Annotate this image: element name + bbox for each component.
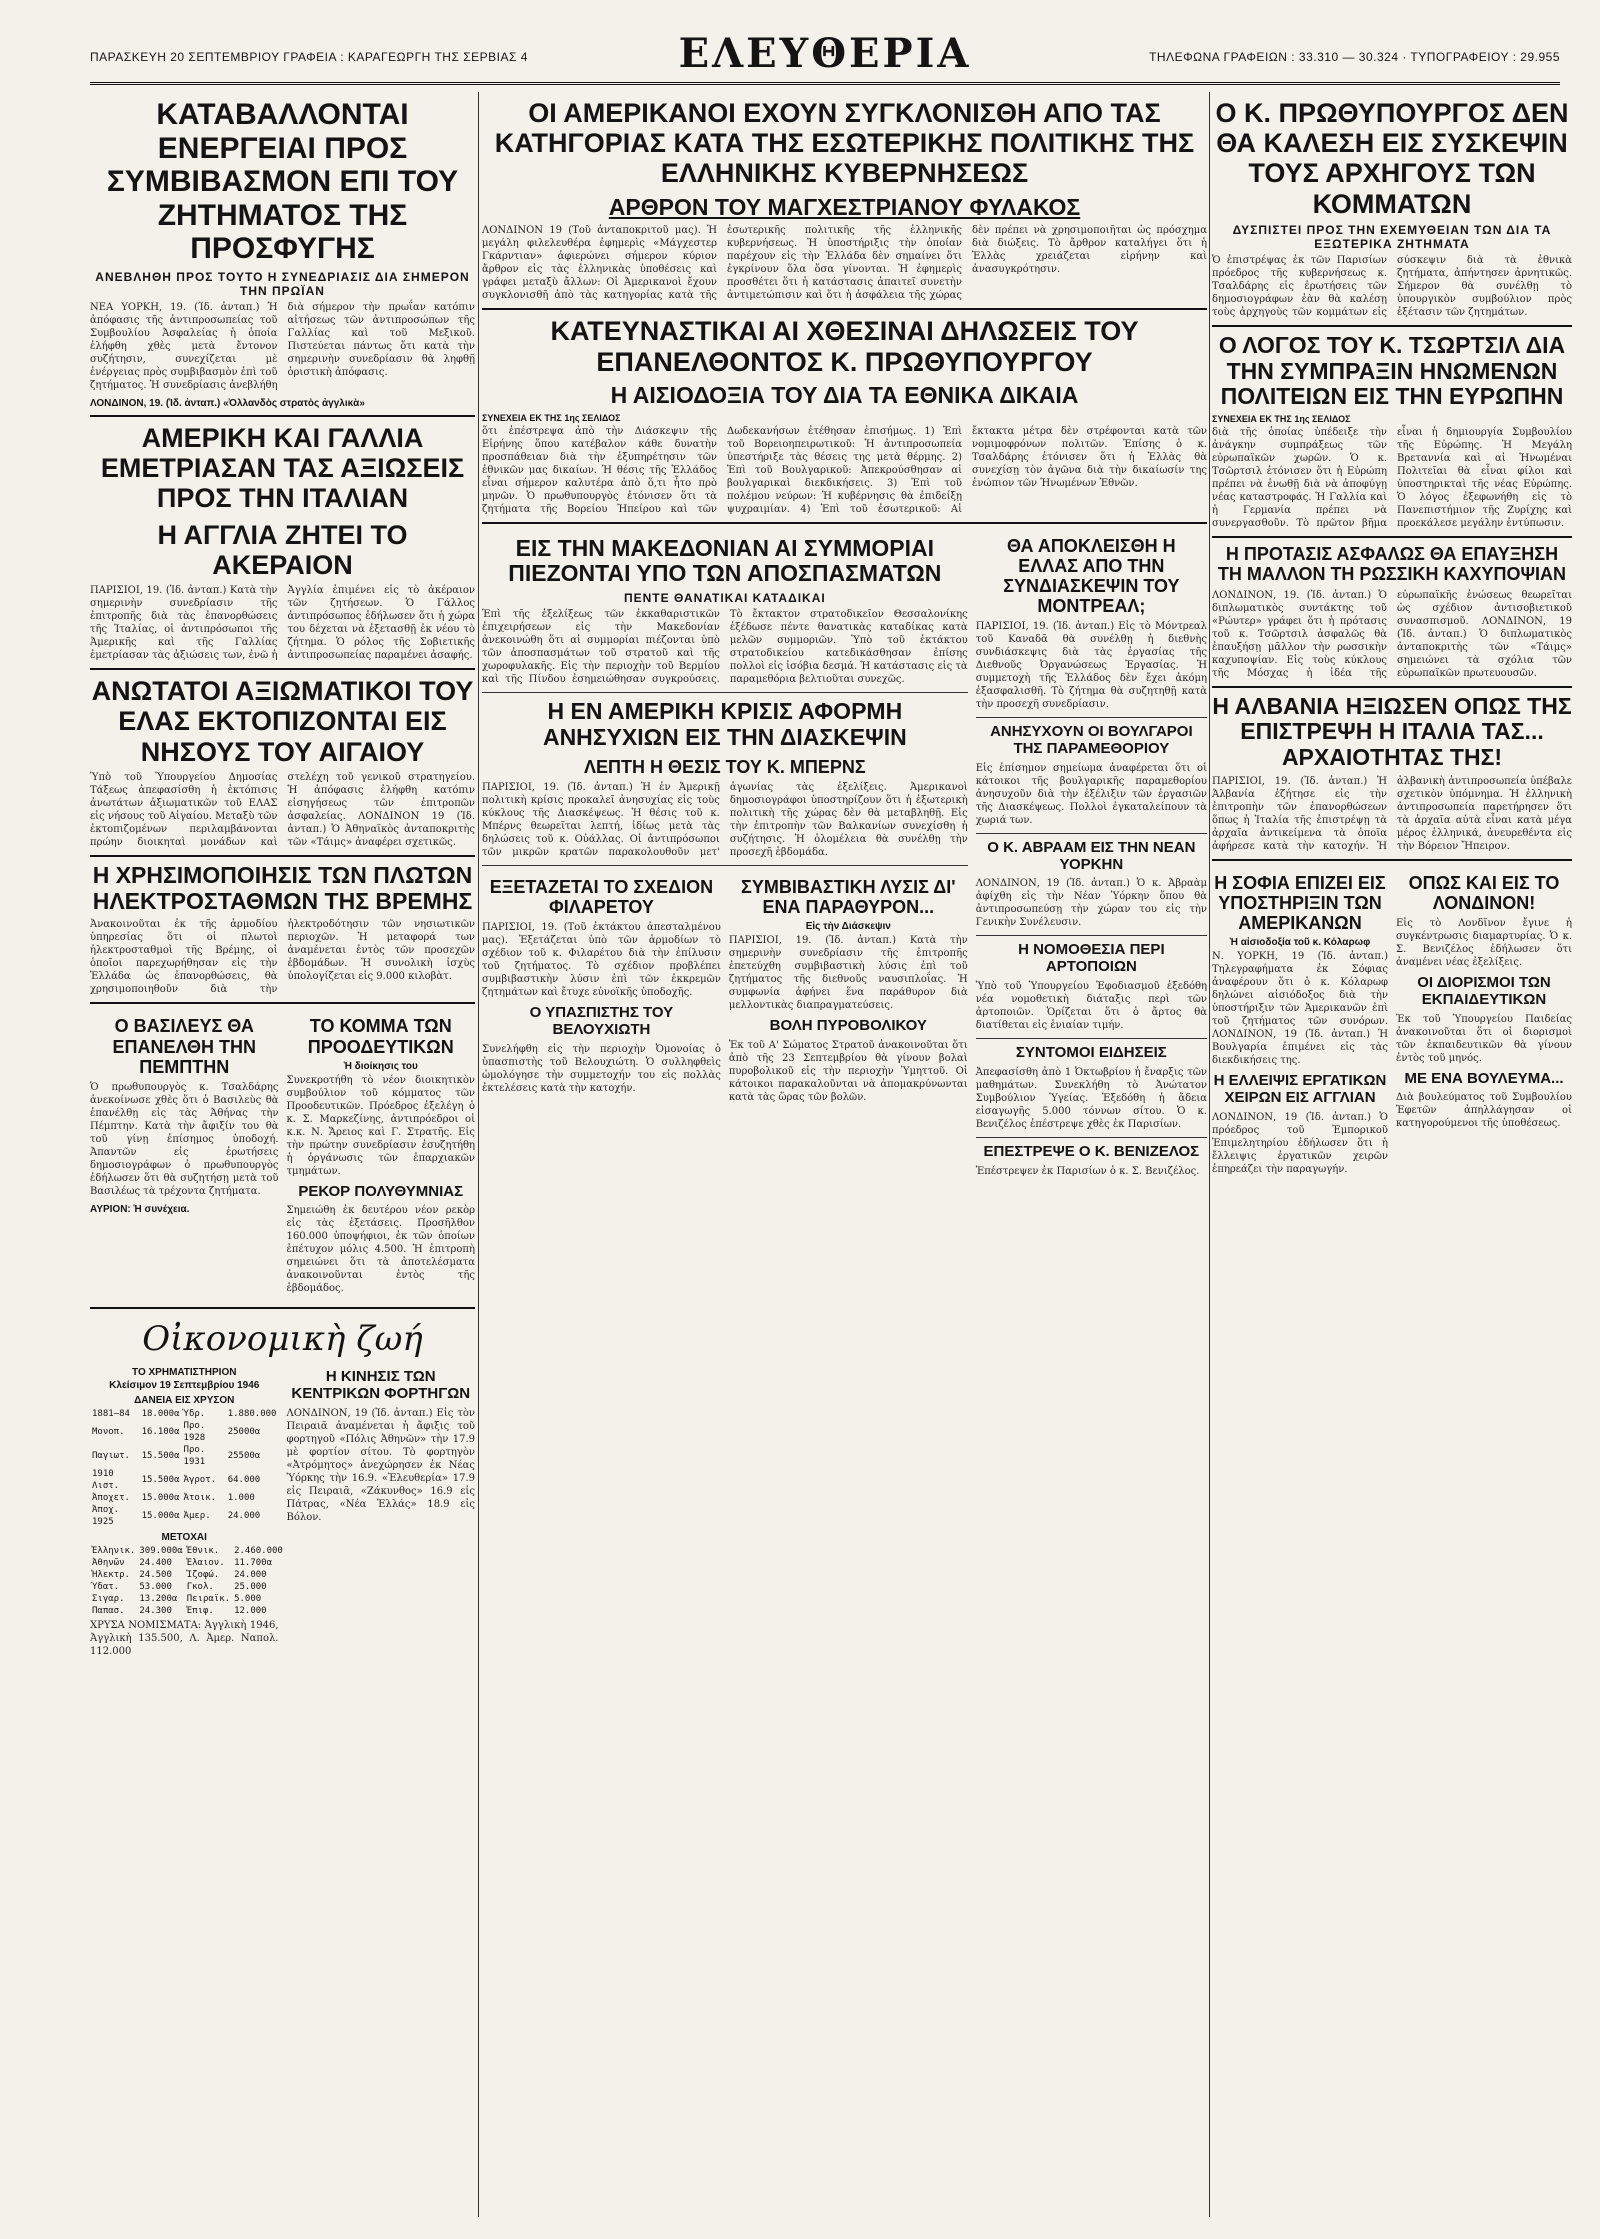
headline: Η ΕΝ ΑΜΕΡΙΚΗ ΚΡΙΣΙΣ ΑΦΟΡΜΗ ΑΝΗΣΥΧΙΩΝ ΕΙΣ ΤΗΝ ΔΙΑΣΚΕΨΙΝ	[542, 698, 907, 750]
subheadline: ΑΡΘΡΟΝ ΤΟΥ ΜΑΓΧΕΣΤΡΙΑΝΟΥ ΦΥΛΑΚΟΣ	[608, 193, 1081, 220]
table-cell: Ἀθηνῶν	[92, 1558, 125, 1569]
table-cell: 12.000	[234, 1606, 267, 1617]
dateline: ΛΟΝΔΙΝΟΝ, 19. (Ἰδ. ἀνταπ.) «Ὀλλανδὸς στρατὸς ἀγγλικὰ»	[90, 397, 365, 409]
article-body: Ἐκ τοῦ Ὑπουργείου Παιδείας ἀνακοινοῦται ὅτι οἱ διορισμοὶ τῶν ἐκπαιδευτικῶν θὰ γίνουν ἐντὸς τοῦ μηνός.	[1396, 1013, 1572, 1064]
kicker: Ἡ διοίκησις του	[343, 1060, 418, 1072]
column-rule	[478, 92, 479, 2217]
subheadline: ΑΝΕΒΛΗΘΗ ΠΡΟΣ ΤΟΥΤΟ Η ΣΥΝΕΔΡΙΑΣΙΣ ΔΙΑ ΣΗΜΕΡΟΝ ΤΗΝ ΠΡΩΪΑΝ	[95, 269, 470, 298]
table-cell: Ὑδρ.	[183, 1409, 206, 1420]
headline: ΟΙ ΑΜΕΡΙΚΑΝΟΙ ΕΧΟΥΝ ΣΥΓΚΛΟΝΙΣΘΗ ΑΠΟ ΤΑΣ ΚΑΤΗΓΟΡΙΑΣ ΚΑΤΑ ΤΗΣ ΕΣΩΤΕΡΙΚΗΣ ΠΟΛΙΤΙΚΗΣ ΤΗΣ ΕΛΛΗΝΙΚΗΣ ΚΥΒΕΡΝΗΣΕΩΣ	[494, 98, 1195, 189]
dateline: ΑΥΡΙΟΝ: Ἡ συνέχεια.	[90, 1203, 190, 1215]
divider	[976, 935, 1207, 936]
table-cell: 1910 Λιστ.	[92, 1469, 120, 1492]
table-cell: 24.400	[139, 1558, 172, 1569]
article-body: διὰ τῆς ὁποίας ὑπέδειξε τὴν ἀνάγκην συμπράξεως τῶν εὐρωπαϊκῶν χωρῶν. Ὁ κ. Τσῶρτσιλ ἐτόνισεν ὅτι ἡ Εὐρώπη πρέπει νὰ ἑνωθῇ διὰ νὰ ἀποφύγῃ νέας καταστροφάς. Ἡ Γαλλία καὶ ἡ Γερμανία πρέπει νὰ συνεργασθοῦν. Τὸ πρῶτον βῆμα εἶναι ἡ δημιουργία Συμβουλίου τῆς Εὐρώπης. Ἡ Μεγάλη Βρεταννία καὶ αἱ Ἡνωμέναι Πολιτεῖαι θὰ εἶναι φίλοι καὶ ὑποστηρικταὶ τῆς νέας Εὐρώπης. Ὁ λόγος ἐξεφωνήθη εἰς τὸ Πανεπιστήμιον τῆς Ζυρίχης καὶ προεκάλεσε μεγάλην ἐντύπωσιν.	[1212, 427, 1572, 530]
subheadline: Η ΑΙΣΙΟΔΟΞΙΑ ΤΟΥ ΔΙΑ ΤΑ ΕΘΝΙΚΑ ΔΙΚΑΙΑ	[610, 381, 1079, 408]
headline: Η ΑΓΓΛΙΑ ΖΗΤΕΙ ΤΟ ΑΚΕΡΑΙΟΝ	[157, 519, 408, 580]
table-row	[90, 1420, 279, 1444]
continuation-note: ΣΥΝΕΧΕΙΑ ΕΚ ΤΗΣ 1ης ΣΕΛΙΔΟΣ	[482, 412, 621, 423]
divider	[976, 1137, 1207, 1138]
table-row	[90, 1581, 285, 1593]
article-body: Εἰς ἐπίσημον σημείωμα ἀναφέρεται ὅτι οἱ κάτοικοι τῆς βουλγαρικῆς παραμεθορίου ἀνησυχοῦν διὰ τὴν ἐξέλιξιν τῶν ἐργασιῶν τῆς Διασκέψεως. Πολλοὶ ἐγκαταλείπουν τὰ χωριά των.	[975, 762, 1207, 826]
market-date: Κλείσιμον 19 Σεπτεμβρίου 1946	[109, 1380, 260, 1392]
divider	[90, 1002, 475, 1004]
table-row	[90, 1492, 279, 1504]
divider	[1212, 325, 1572, 327]
article-body: Ἀνακοινοῦται ἐκ τῆς ἁρμοδίου ὑπηρεσίας ὅτι οἱ πλωτοὶ ἠλεκτροσταθμοὶ τῆς Βρέμης, οἱ ὁποῖοι παρεχωρήθησαν εἰς τὴν Ἑλλάδα ὡς ἐπανορθώσεις, θὰ χρησιμοποιηθοῦν διὰ τὴν ἠλεκτροδότησιν τῶν νησιωτικῶν περιοχῶν. Ἡ μεταφορά των ἀναμένεται ἐντὸς τῶν προσεχῶν ἑβδομάδων. Ἡ συνολικὴ ἰσχὺς ὑπολογίζεται εἰς 9.000 κιλοβὰτ.	[90, 919, 475, 996]
headline: Ο ΥΠΑΣΠΙΣΤΗΣ ΤΟΥ ΒΕΛΟΥΧΙΩΤΗ	[529, 1004, 674, 1038]
article-body: Συνεκροτήθη τὸ νέον διοικητικὸν συμβούλιον τοῦ κόμματος τῶν Προοδευτικῶν. Πρόεδρος ἐξελέγη ὁ κ. Σ. Μαρκεζίνης, ἀντιπρόεδροι οἱ κ.κ. Ν. Ἄρειος καὶ Γ. Στρατῆς. Εἰς τὴν πρώτην συνεδρίασιν ἐσυζητήθη ἡ ὀργάνωσις τῶν ἐπαρχιακῶν τμημάτων.	[286, 1074, 475, 1177]
headline: ΣΥΝΤΟΜΟΙ ΕΙΔΗΣΕΙΣ	[1015, 1044, 1167, 1062]
table-row	[90, 1557, 285, 1569]
econ-shipping	[287, 1363, 476, 1664]
divider	[482, 692, 968, 693]
table-cell: Ἰζοφώ.	[186, 1570, 220, 1581]
article-filaretos	[482, 871, 721, 1110]
article-body: Ὑπὸ τοῦ Ὑπουργείου Δημοσίας Τάξεως ἀπεφασίσθη ἡ ἐκτόπισις ἀνωτάτων ἀξιωματικῶν τοῦ ΕΛΑΣ εἰς νήσους τοῦ Αἰγαίου. Μεταξὺ τῶν ἐκτοπιζομένων περιλαμβάνονται πρώην διοικηταὶ μονάδων καὶ στελέχη τοῦ γενικοῦ στρατηγείου. Ἡ ἀπόφασις ἐλήφθη κατόπιν εἰσηγήσεως τῶν ἐπιτροπῶν ἀσφαλείας. ΛΟΝΔΙΝΟΝ 19 (Ἰδ. ἀνταπ.) Ὁ Ἀθηναϊκὸς ἀνταποκριτὴς τῶν «Τάιμς» ἀναφέρει σχετικῶς.	[90, 771, 475, 848]
headline: Ο Κ. ΠΡΩΘΥΠΟΥΡΓΟΣ ΔΕΝ ΘΑ ΚΑΛΕΣΗ ΕΙΣ ΣΥΣΚΕΨΙΝ ΤΟΥΣ ΑΡΧΗΓΟΥΣ ΤΩΝ ΚΟΜΜΑΤΩΝ	[1215, 98, 1569, 219]
article-body: Ὁ ἐπιστρέψας ἐκ τῶν Παρισίων πρόεδρος τῆς κυβερνήσεως κ. Τσαλδάρης εἰς ἐρωτήσεις τῶν δημοσιογράφων ἐὰν θὰ καλέσῃ τοὺς ἀρχηγοὺς τῶν κομμάτων εἰς σύσκεψιν διὰ τὰ ἐθνικὰ ζητήματα, ἀπήντησεν ἀρνητικῶς. Σήμερον θὰ συνέλθῃ τὸ ὑπουργικὸν συμβούλιον πρὸς ἐξέτασιν τῶν ζητημάτων.	[1212, 254, 1572, 318]
divider	[1212, 536, 1572, 538]
column-center	[482, 92, 1207, 2222]
article-london	[1396, 867, 1572, 1182]
divider	[482, 522, 1207, 524]
table-cell: Παγιωτ.	[92, 1451, 130, 1462]
headline: Η ΣΟΦΙΑ ΕΠΙΖΕΙ ΕΙΣ ΥΠΟΣΤΗΡΙΞΙΝ ΤΩΝ ΑΜΕΡΙΚΑΝΩΝ	[1214, 872, 1386, 934]
econ-row	[90, 1363, 475, 1664]
headline: ΕΞΕΤΑΖΕΤΑΙ ΤΟ ΣΧΕΔΙΟΝ ΦΙΛΑΡΕΤΟΥ	[489, 876, 714, 917]
table-cell: Ἠλεκτρ.	[92, 1570, 130, 1581]
masthead-phones: ΤΗΛΕΦΩΝΑ ΓΡΑΦΕΙΩΝ : 33.310 — 30.324 · ΤΥΠΟΓΡΑΦΕΙΟΥ : 29.955	[1149, 50, 1560, 64]
headline: Η ΕΛΛΕΙΨΙΣ ΕΡΓΑΤΙΚΩΝ ΧΕΙΡΩΝ ΕΙΣ ΑΓΓΛΙΑΝ	[1213, 1072, 1387, 1107]
column-right	[1212, 92, 1572, 2222]
table-cell: Πειραϊκ.	[186, 1594, 231, 1605]
headline: Ο ΒΑΣΙΛΕΥΣ ΘΑ ΕΠΑΝΕΛΘΗ ΤΗΝ ΠΕΜΠΤΗΝ	[112, 1016, 257, 1077]
article-body: ΛΟΝΔΙΝΟΝ, 19 (Ἰδ. ἀνταπ.) Ὁ πρόεδρος τοῦ Ἐμπορικοῦ Ἐπιμελητηρίου ἐδήλωσεν ὅτι ἡ ἔλλειψις ἐργατικῶν χειρῶν ἐπηρεάζει τὴν παραγωγήν.	[1212, 1111, 1388, 1175]
article-body: Ἐπὶ τῆς ἐξελίξεως τῶν ἐκκαθαριστικῶν ἐπιχειρήσεων εἰς τὴν Μακεδονίαν ἀνεκοινώθη ὅτι αἱ συμμορίαι πιέζονται ὑπὸ τῶν ἀποσπασμάτων τοῦ στρατοῦ καὶ τῆς χωροφυλακῆς. Εἰς τὴν περιοχὴν τοῦ Βερμίου καὶ τῆς Πίνδου ἐσημειώθησαν συγκρούσεις. Τὸ ἔκτακτον στρατοδικεῖον Θεσσαλονίκης ἐξέδωσε πέντε θανατικὰς καταδίκας κατὰ μελῶν συμμοριῶν. Ὑπὸ τοῦ ἐκτάκτου στρατοδικείου κατεδικάσθησαν ἐπίσης πολλοὶ εἰς ἰσόβια δεσμά. Ἡ κατάστασις εἰς τὰ παραμεθόρια βελτιοῦται συνεχῶς.	[482, 609, 968, 686]
article-body: ΠΑΡΙΣΙΟΙ, 19. (Ἰδ. ἀνταπ.) Ἡ Ἀλβανία ἐζήτησε εἰς τὴν ἐπιτροπὴν τῶν ἐπανορθώσεων ὅπως ἡ Ἰταλία τῆς ἐπιστρέψῃ τὰ ἀρχαῖα ἀντικείμενα τὰ ὁποῖα ἀφήρεσε κατὰ τὴν κατοχήν. Ἡ ἀλβανικὴ ἀντιπροσωπεία ὑπέβαλε σχετικὸν ὑπόμνημα. Ἡ ἑλληνικὴ ἀντιπροσωπεία παρετήρησεν ὅτι τὰ ἀρχαῖα αὐτὰ εἶναι κατὰ μέγα μέρος ἑλληνικά, ἀνευρεθέντα εἰς τὴν Βόρειον Ἤπειρον.	[1212, 775, 1572, 852]
table-cell: Ἐλαιον.	[186, 1558, 225, 1569]
article-body: Ὁ πρωθυπουργὸς κ. Τσαλδάρης ἀνεκοίνωσε χθὲς ὅτι ὁ Βασιλεὺς θὰ ἐπανέλθῃ εἰς τὰς Ἀθήνας τὴν Πέμπτην. Κατὰ τὴν ἄφιξίν του θὰ τοῦ γίνῃ ἐπίσημος ὑποδοχή. Ἀπαντῶν εἰς ἐρωτήσεις δημοσιογράφων ὁ πρωθυπουργὸς ἐδήλωσεν ὅτι θὰ συζητήσῃ μετὰ τοῦ Βασιλέως τὰ τρέχοντα ζητήματα.	[90, 1081, 279, 1197]
headline: ΕΙΣ ΤΗΝ ΜΑΚΕΔΟΝΙΑΝ ΑΙ ΣΥΜΜΟΡΙΑΙ ΠΙΕΖΟΝΤΑΙ ΥΠΟ ΤΩΝ ΑΠΟΣΠΑΣΜΑΤΩΝ	[508, 534, 942, 587]
table-cell: 11.700α	[234, 1558, 273, 1569]
table-cell: 18.000α	[141, 1409, 180, 1420]
article-body: ΠΑΡΙΣΙΟΙ, 19. (Ἰδ. ἀνταπ.) Ἡ ἐν Ἀμερικῇ πολιτικὴ κρίσις προκαλεῖ ἀνησυχίας εἰς τοὺς κύκλους τῆς Διασκέψεως. Ἡ θέσις τοῦ κ. Μπέρνς θεωρεῖται λεπτή, ἰδίως μετὰ τὰς δηλώσεις τοῦ κ. Οὐάλλας. Οἱ ἀντιπρόσωποι τῶν μικρῶν κρατῶν παρακολουθοῦν μετ' ἀγωνίας τὰς ἐξελίξεις. Ἀμερικανοὶ δημοσιογράφοι ὑποστηρίζουν ὅτι ἡ ἐξωτερικὴ πολιτικὴ τῆς χώρας δὲν θὰ μεταβληθῇ. Εἰς τὴν ἐπιτροπὴν τῶν Βαλκανίων συνεχίσθη ἡ συζήτησις. Ἡ ὁλομέλεια θὰ συνέλθῃ τὴν προσεχῆ ἑβδομάδα.	[482, 781, 968, 858]
table-cell: Ἀποχετ.	[92, 1493, 130, 1504]
subheadline: ΔΥΣΠΙΣΤΕΙ ΠΡΟΣ ΤΗΝ ΕΧΕΜΥΘΕΙΑΝ ΤΩΝ ΔΙΑ ΤΑ ΕΞΩΤΕΡΙΚΑ ΖΗΤΗΜΑΤΑ	[1232, 222, 1552, 251]
table-cell: 24.300	[139, 1606, 172, 1617]
table-title: ΜΕΤΟΧΑΙ	[161, 1532, 207, 1544]
table-cell: 24.000	[227, 1511, 261, 1522]
table-cell: Σιγαρ.	[92, 1594, 125, 1605]
article-progressives	[287, 1010, 476, 1301]
headline: Η ΝΟΜΟΘΕΣΙΑ ΠΕΡΙ ΑΡΤΟΠΟΙΩΝ	[1018, 941, 1165, 976]
table-cell: 1.000	[227, 1493, 255, 1504]
table-cell: 13.200α	[139, 1594, 178, 1605]
article-body: Ὑπὸ τοῦ Ὑπουργείου Ἐφοδιασμοῦ ἐξεδόθη νέα νομοθετικὴ διάταξις περὶ τῶν ἀρτοποιῶν. Ὁρίζεται ὅτι ὁ ἄρτος θὰ διατίθεται εἰς ἑνιαίαν τιμήν.	[975, 981, 1207, 1032]
table-cell: 2.460.000	[234, 1546, 283, 1557]
right-bottom-row	[1212, 867, 1572, 1182]
table-cell: Προ. 1931	[183, 1445, 206, 1468]
article-body: Ἀπεφασίσθη ἀπὸ 1 Ὀκτωβρίου ἡ ἔναρξις τῶν μαθημάτων. Συνεκλήθη τὸ Ἀνώτατον Συμβούλιον Ὑγείας. Ἐξεδόθη ἡ ἄδεια εἰσαγωγῆς 5.000 τόννων σίτου. Ὁ κ. Βενιζέλος ἐπέστρεψε χθὲς ἐκ Παρισίων.	[975, 1066, 1207, 1130]
article-body: Σημειώθη ἐκ δευτέρου νέον ρεκὸρ εἰς τὰς ἐξετάσεις. Προσῆλθον 160.000 ὑποψήφιοι, ἐκ τῶν ὁποίων ἐπέτυχον μόλις 4.500. Ἡ ἐπιτροπὴ σημειώνει ὅτι τὰ ἀποτελέσματα ἀνακοινοῦνται ἐντὸς τῆς ἑβδομάδος.	[286, 1205, 475, 1295]
table-row	[90, 1408, 279, 1420]
divider	[976, 833, 1207, 834]
table-cell: 15.000α	[141, 1493, 180, 1504]
table-row	[90, 1444, 279, 1468]
headline: ΕΠΕΣΤΡΕΨΕ Ο Κ. ΒΕΝΙΖΕΛΟΣ	[983, 1142, 1200, 1160]
table-row	[90, 1504, 279, 1528]
headline: Η ΑΛΒΑΝΙΑ ΗΞΙΩΣΕΝ ΟΠΩΣ ΤΗΣ ΕΠΙΣΤΡΕΨΗ Η ΙΤΑΛΙΑ ΤΑΣ... ΑΡΧΑΙΟΤΗΤΑΣ ΤΗΣ!	[1212, 692, 1572, 770]
kicker: Εἰς τὴν Διάσκεψιν	[805, 921, 891, 933]
table-cell: Μονοπ.	[92, 1427, 125, 1438]
table-cell: 5.000	[234, 1594, 262, 1605]
column-rule	[1209, 92, 1210, 2217]
article-body: Ἐπέστρεψεν ἐκ Παρισίων ὁ κ. Σ. Βενιζέλος.	[975, 1165, 1200, 1177]
article-body: ΛΟΝΔΙΝΟΝ, 19 (Ἰδ. ἀνταπ.) Ὁ κ. Ἀβραὰμ ἀφίχθη εἰς τὴν Νέαν Ὑόρκην ὅπου θὰ ἀντιπροσωπεύσῃ τὴν χώραν του εἰς τὴν Γενικὴν Συνέλευσιν.	[975, 878, 1207, 929]
table-cell: 309.000α	[139, 1546, 183, 1557]
table-cell: 25000α	[227, 1427, 261, 1438]
table-cell: 25.000	[234, 1582, 267, 1593]
article-body: Διὰ βουλεύματος τοῦ Συμβουλίου Ἐφετῶν ἀπηλλάγησαν οἱ κατηγορούμενοι τῆς ὑποθέσεως.	[1396, 1092, 1572, 1130]
masthead-date-address: ΠΑΡΑΣΚΕΥΗ 20 ΣΕΠΤΕΜΒΡΙΟΥ ΓΡΑΦΕΙΑ : ΚΑΡΑΓΕΩΡΓΗ ΤΗΣ ΣΕΡΒΙΑΣ 4	[90, 50, 528, 64]
divider	[90, 855, 475, 857]
masthead-rule	[90, 82, 1560, 85]
table-cell: 53.000	[139, 1582, 172, 1593]
article-body: ΝΕΑ ΥΟΡΚΗ, 19. (Ίδ. ἀνταπ.) Ἡ ἀπόφασις τῆς ἀντιπροσωπείας τοῦ Συμβουλίου Ἀσφαλείας ἡ ὁποία ἐλήφθη χθὲς μετὰ ἔντονον συζήτησιν, συνεχίζεται μὲ ἐνέργειας πρὸς συμβιβασμὸν ἐπὶ τοῦ ζητήματος. Ἡ συνεδρίασις ἀνεβλήθη διὰ σήμερον τὴν πρωΐαν κατόπιν αἰτήσεως τῶν ἀντιπροσώπων τῆς Γαλλίας καὶ τοῦ Μεξικοῦ. Πιστεύεται πάντως ὅτι κατὰ τὴν σημερινὴν συνεδρίασιν θὰ ληφθῇ ὁριστικὴ ἀπόφασις.	[90, 301, 475, 391]
table-cell: Ἐπιφ.	[186, 1606, 214, 1617]
table-cell: 15.000α	[141, 1511, 180, 1522]
divider	[90, 415, 475, 417]
table-cell: Ἐθνικ.	[186, 1546, 220, 1557]
article-body: ΠΑΡΙΣΙΟΙ, 19. (Ἰδ. ἀνταπ.) Εἰς τὸ Μόντρεαλ τοῦ Καναδᾶ θὰ συνέλθῃ ἡ διεθνὴς συνδιάσκεψις διὰ τὰς ἐργασίας τῆς Διεθνοῦς Ὀργανώσεως Ἐργασίας. Ἡ συμμετοχὴ τῆς Ἑλλάδος δὲν ἔχει ἀκόμη ἐξασφαλισθῆ. Τὸ ζήτημα θὰ συζητηθῇ κατὰ τὴν προσεχῆ συνεδρίασιν.	[975, 621, 1207, 711]
table-cell: Ἐλληνικ.	[92, 1546, 136, 1557]
headline: ΟΠΩΣ ΚΑΙ ΕΙΣ ΤΟ ΛΟΝΔΙΝΟΝ!	[1408, 872, 1560, 913]
masthead-title: ΕΛΕΥΘΕΡΙΑ	[678, 30, 972, 77]
headline: ΒΟΛΗ ΠΥΡΟΒΟΛΙΚΟΥ	[769, 1017, 927, 1035]
headline: ΣΥΜΒΙΒΑΣΤΙΚΗ ΛΥΣΙΣ ΔΙ' ΕΝΑ ΠΑΡΑΘΥΡΟΝ...	[741, 876, 956, 917]
table-cell: 16.100α	[141, 1427, 180, 1438]
divider	[976, 1038, 1207, 1039]
table-cell: 64.000	[227, 1475, 261, 1486]
article-body: ΛΟΝΔΙΝΟΝ 19 (Τοῦ ἀνταποκριτοῦ μας). Ἡ μεγάλη φιλελευθέρα ἐφημερὶς «Μάγχεστερ Γκάρντιαν» ἀφιερώνει σήμερον κύριον ἄρθρον εἰς τὰς ἑλληνικὰς ὑποθέσεις καὶ γράφει μεταξὺ ἄλλων: Οἱ Ἀμερικανοὶ ἔχουν συγκλονισθῆ ἀπὸ τὰς κατηγορίας κατὰ τῆς ἐσωτερικῆς πολιτικῆς τῆς ἑλληνικῆς κυβερνήσεως. Ἡ ὑποστήριξις τὴν ὁποίαν παρέχουν εἰς τὴν Ἑλλάδα δὲν σημαίνει ὅτι ἐγκρίνουν ὅλα ὅσα γίνονται. Ἡ ἐφημερὶς προσθέτει ὅτι ἡ κατάστασις ἀπαιτεῖ συνετὴν ἀντιμετώπισιν καὶ ὅτι ἡ ἀσφάλεια τῆς χώρας δὲν πρέπει νὰ χρησιμοποιῆται ὡς πρόσχημα διὰ διώξεις. Τὸ ἄρθρον καταλήγει ὅτι ἡ Ἑλλὰς χρειάζεται εἰρήνην καὶ ἀνασυγκρότησιν.	[482, 225, 1207, 302]
headline: ΟΙ ΔΙΟΡΙΣΜΟΙ ΤΩΝ ΕΚΠΑΙΔΕΥΤΙΚΩΝ	[1417, 974, 1551, 1008]
table-cell: 25500α	[227, 1451, 261, 1462]
table-cell: Ἀτοικ.	[183, 1493, 217, 1504]
headline: ΤΟ ΚΟΜΜΑ ΤΩΝ ΠΡΟΟΔΕΥΤΙΚΩΝ	[307, 1016, 454, 1057]
article-body: Εἰς τὸ Λονδῖνον ἔγινε ἡ συγκέντρωσις διαμαρτυρίας. Ὁ κ. Σ. Βενιζέλος ἐδήλωσεν ὅτι ἀναμένει νέας ἐξελίξεις.	[1396, 918, 1572, 969]
table-cell: 15.500α	[141, 1451, 180, 1462]
table-cell: 1.880.000	[227, 1409, 277, 1420]
table-cell: 15.500α	[141, 1475, 180, 1486]
article-sofia	[1212, 867, 1388, 1182]
headline: ΜΕ ΕΝΑ ΒΟΥΛΕΥΜΑ...	[1404, 1069, 1564, 1087]
divider	[90, 668, 475, 670]
column-left	[90, 92, 475, 2222]
table-cell: 24.500	[139, 1570, 172, 1581]
divider	[1212, 859, 1572, 861]
shares-table	[90, 1545, 285, 1617]
table-cell: Γκολ.	[186, 1582, 214, 1593]
headline: Η ΚΙΝΗΣΙΣ ΤΩΝ ΚΕΝΤΡΙΚΩΝ ΦΟΡΤΗΓΩΝ	[291, 1368, 471, 1403]
center-bottom-row	[482, 871, 968, 1110]
article-body: ΠΑΡΙΣΙΟΙ, 19. (Τοῦ ἐκτάκτου ἀπεσταλμένου μας). Ἐξετάζεται ὑπὸ τῶν ἁρμοδίων τὸ σχέδιον τοῦ κ. Φιλαρέτου διὰ τὴν ἐπίλυσιν τοῦ ζητήματος. Τὸ σχέδιον προβλέπει συμβιβαστικὴν λύσιν ἐπὶ τῶν ἐκκρεμῶν ζητημάτων καὶ ἔτυχε εὐνοϊκῆς ὑποδοχῆς.	[482, 922, 721, 999]
subheadline: ΠΕΝΤΕ ΘΑΝΑΤΙΚΑΙ ΚΑΤΑΔΙΚΑΙ	[623, 591, 826, 606]
table-cell: Προ. 1928	[183, 1421, 206, 1444]
gold-prices: ΧΡΥΣΑ ΝΟΜΙΣΜΑΤΑ: Ἀγγλικὴ 1946, Ἀγγλικὴ 135.500, Λ. Ἀμερ. Ναπολ. 112.000	[90, 1620, 279, 1658]
article-body: ΛΟΝΔΙΝΟΝ, 19 (Ἰδ. ἀνταπ.) Εἰς τὸν Πειραιᾶ ἀναμένεται ἡ ἄφιξις τοῦ φορτηγοῦ «Πόλις Ἀθηνῶν» τὴν 17.9 μὲ φορτίον σίτου. Τὸ φορτηγὸν «Ἀτρόμητος» ἀνεχώρησεν ἐκ Νέας Ὑόρκης τὴν 16.9. «Ἐλευθερία» 17.9 εἰς Πειραιᾶ, «Ζάκυνθος» 16.9 εἰς Πάτρας, «Νέα Ἑλλάς» 18.9 εἰς Βόλον.	[286, 1408, 475, 1524]
section-title: Οἰκονομικὴ ζωή	[142, 1319, 423, 1360]
divider	[1212, 686, 1572, 688]
table-title: ΔΑΝΕΙΑ ΕΙΣ ΧΡΥΣΟΝ	[134, 1395, 235, 1407]
loans-table	[90, 1408, 279, 1528]
continuation-note: ΣΥΝΕΧΕΙΑ ΕΚ ΤΗΣ 1ης ΣΕΛΙΔΟΣ	[1212, 414, 1351, 425]
table-cell: Ἀποχ. 1925	[92, 1505, 120, 1528]
table-cell: Ὕδατ.	[92, 1582, 120, 1593]
subheadline: ΛΕΠΤΗ Η ΘΕΣΙΣ ΤΟΥ Κ. ΜΠΕΡΝΣ	[584, 756, 866, 777]
table-cell: Παπασ.	[92, 1606, 125, 1617]
divider	[976, 717, 1207, 718]
headline: Η ΠΡΟΤΑΣΙΣ ΑΣΦΑΛΩΣ ΘΑ ΕΠΑΥΞΗΣΗ ΤΗ ΜΑΛΛΟΝ ΤΗ ΡΩΣΣΙΚΗ ΚΑΧΥΠΟΨΙΑΝ	[1217, 544, 1567, 585]
headline: Η ΧΡΗΣΙΜΟΠΟΙΗΣΙΣ ΤΩΝ ΠΛΩΤΩΝ ΗΛΕΚΤΡΟΣΤΑΘΜΩΝ ΤΗΣ ΒΡΕΜΗΣ	[92, 861, 473, 914]
headline: ΡΕΚΟΡ ΠΟΛΥΘΥΜΝΙΑΣ	[298, 1182, 464, 1200]
headline: ΑΝΗΣΥΧΟΥΝ ΟΙ ΒΟΥΛΓΑΡΟΙ ΤΗΣ ΠΑΡΑΜΕΘΟΡΙΟΥ	[990, 723, 1193, 758]
table-cell: 24.000	[234, 1570, 267, 1581]
article-body: Συνελήφθη εἰς τὴν περιοχὴν Ὀμονοίας ὁ ὑπασπιστὴς τοῦ Βελουχιώτη. Ὁ συλληφθεὶς ὡμολόγησε τὴν συμμετοχήν του εἰς πολλὰς ἐκτελέσεις κατὰ τὴν κατοχήν.	[482, 1043, 721, 1094]
divider	[482, 308, 1207, 310]
kicker: Ἡ αἰσιοδοξία τοῦ κ. Κόλαρωφ	[1229, 937, 1371, 949]
center-lower	[482, 530, 1207, 1184]
article-body: ΛΟΝΔΙΝΟΝ, 19. (Ἰδ. ἀνταπ.) Ὁ διπλωματικὸς συντάκτης τοῦ «Ρώυτερ» γράφει ὅτι ἡ πρότασις τοῦ κ. Τσῶρτσιλ ἀσφαλῶς θὰ ἐπαυξήσῃ μᾶλλον τὴν ρωσσικὴν καχυποψίαν. Εἰς τοὺς κύκλους τῆς Μόσχας ἡ ἰδέα τῆς εὐρωπαϊκῆς ἑνώσεως θεωρεῖται ὡς σχέδιον ἀντισοβιετικοῦ συνασπισμοῦ. ΛΟΝΔΙΝΟΝ, 19 (Ἰδ. ἀνταπ.) Ὁ διπλωματικὸς ἀνταποκριτὴς τῶν «Τάιμς» σημειώνει τὰ σχόλια τῶν εὐρωπαϊκῶν πρωτευουσῶν.	[1212, 589, 1572, 679]
econ-market	[90, 1363, 283, 1664]
table-row	[90, 1593, 285, 1605]
divider	[482, 865, 968, 866]
article-body: ὅτι ἐπέστρεψα ἀπὸ τὴν Διάσκεψιν τῆς Εἰρήνης ὅπου κατέβαλον κάθε δυνατὴν προσπάθειαν διὰ τὴν ἐξυπηρέτησιν τῶν ἐθνικῶν μας δικαίων. Ἡ θέσις τῆς Ἑλλάδος εἶναι σήμερον καλυτέρα ἀπὸ ὅ,τι ἦτο πρὸ μηνῶν. Ὁ πρωθυπουργὸς ἐτόνισεν ὅτι τὰ ζητήματα τῆς Βορείου Ἠπείρου καὶ τῶν Δωδεκανήσων ἐτέθησαν ἐπισήμως. 1) Ἐπὶ τοῦ Βορειοηπειρωτικοῦ: Ἡ ἀντιπροσωπεία ὑπεστήριξε τὰς θέσεις της μετὰ θέρμης. 2) Ἐπὶ τοῦ Βουλγαρικοῦ: Ἀπεκρούσθησαν αἱ βουλγαρικαὶ διεκδικήσεις. 3) Ἐπὶ τοῦ πολέμου νεύρων: Ἡ κυβέρνησις θὰ ἐπιδείξῃ ψυχραιμίαν. 4) Ἐπὶ τοῦ ἐσωτερικοῦ: Αἱ ἔκτακτα μέτρα δὲν στρέφονται κατὰ τῶν νομιμοφρόνων πολιτῶν. Ἐπίσης ὁ κ. Τσαλδάρης ἐτόνισεν ὅτι ἡ Ἑλλὰς θὰ συνεχίσῃ τὸν ἀγῶνα διὰ τὴν δικαίωσίν της ἐνώπιον τῶν Ἡνωμένων Ἐθνῶν.	[482, 425, 1207, 515]
headline: Ο ΛΟΓΟΣ ΤΟΥ Κ. ΤΣΩΡΤΣΙΛ ΔΙΑ ΤΗΝ ΣΥΜΠΡΑΞΙΝ ΗΝΩΜΕΝΩΝ ΠΟΛΙΤΕΙΩΝ ΕΙΣ ΤΗΝ ΕΥΡΩΠΗΝ	[1218, 331, 1566, 410]
headline: ΑΝΩΤΑΤΟΙ ΑΞΙΩΜΑΤΙΚΟΙ ΤΟΥ ΕΛΑΣ ΕΚΤΟΠΙΖΟΝΤΑΙ ΕΙΣ ΝΗΣΟΥΣ ΤΟΥ ΑΙΓΑΙΟΥ	[91, 676, 474, 767]
masthead	[90, 30, 1560, 80]
article-compromise	[729, 871, 968, 1110]
divider	[90, 1307, 475, 1309]
center-lower-main	[482, 530, 968, 1184]
table-cell: Ἀμερ.	[183, 1511, 211, 1522]
headline: ΑΜΕΡΙΚΗ ΚΑΙ ΓΑΛΛΙΑ ΕΜΕΤΡΙΑΣΑΝ ΤΑΣ ΑΞΙΩΣΕΙΣ ΠΡΟΣ ΤΗΝ ΙΤΑΛΙΑΝ	[100, 422, 465, 514]
headline: ΚΑΤΕΥΝΑΣΤΙΚΑΙ ΑΙ ΧΘΕΣΙΝΑΙ ΔΗΛΩΣΕΙΣ ΤΟΥ ΕΠΑΝΕΛΘΟΝΤΟΣ Κ. ΠΡΩΘΥΠΟΥΡΓΟΥ	[550, 316, 1139, 377]
center-lower-side	[976, 530, 1207, 1184]
table-cell: 1881—84	[92, 1409, 130, 1420]
article-body: Ν. ΥΟΡΚΗ, 19 (Ἰδ. ἀνταπ.) Τηλεγραφήματα ἐκ Σόφιας ἀναφέρουν ὅτι ὁ κ. Κόλαρωφ δηλώνει αἰσιόδοξος διὰ τὴν ὑποστήριξιν τῶν Ἀμερικανῶν ἐπὶ τοῦ ζητήματος τῶν συνόρων. ΛΟΝΔΙΝΟΝ, 19 (Ἰδ. ἀνταπ.) Ἡ Βουλγαρία ἐπιμένει εἰς τὰς διεκδικήσεις της.	[1212, 951, 1388, 1067]
article-body: ΠΑΡΙΣΙΟΙ, 19. (Ἰδ. ἀνταπ.) Κατὰ τὴν σημερινὴν συνεδρίασιν τῆς ἐπιτροπῆς ἐπετεύχθη συμβιβαστικὴ λύσις ἐπὶ τοῦ ζητήματος τῆς διεθνοῦς ναυσιπλοΐας. Ἡ συμφωνία ἀφήνει ἕνα παράθυρον διὰ μελλοντικὰς διαπραγματεύσεις.	[728, 935, 968, 1012]
table-row	[90, 1468, 279, 1492]
headline: Ο Κ. ΑΒΡΑΑΜ ΕΙΣ ΤΗΝ ΝΕΑΝ ΥΟΡΚΗΝ	[987, 838, 1196, 873]
headline: ΘΑ ΑΠΟΚΛΕΙΣΘΗ Η ΕΛΛΑΣ ΑΠΟ ΤΗΝ ΣΥΝΔΙΑΣΚΕΨΙΝ ΤΟΥ ΜΟΝΤΡΕΑΛ;	[1003, 535, 1180, 617]
article-row	[90, 1010, 475, 1301]
article-body: Ἐκ τοῦ Α' Σώματος Στρατοῦ ἀνακοινοῦται ὅτι ἀπὸ τῆς 23 Σεπτεμβρίου θὰ γίνουν βολαὶ πυροβολικοῦ εἰς τὴν περιοχὴν Ὑμηττοῦ. Οἱ κάτοικοι παρακαλοῦνται νὰ ἀπομακρύνωνται κατὰ τὰς ὥρας τῶν βολῶν.	[728, 1039, 968, 1103]
table-row	[90, 1605, 285, 1617]
article-body: ΠΑΡΙΣΙΟΙ, 19. (Ἰδ. ἀνταπ.) Κατὰ τὴν σημερινὴν συνεδρίασιν τῆς ἐπιτροπῆς διὰ τὰς ἐπανορθώσεις τῆς Ἰταλίας, οἱ ἀντιπρόσωποι τῆς Ἀμερικῆς καὶ τῆς Γαλλίας ἐμετρίασαν τὰς ἀξιώσεις των, ἐνῶ ἡ Ἀγγλία ἐπιμένει εἰς τὸ ἀκέραιον τῶν ζητήσεων. Ὁ Γάλλος ἀντιπρόσωπος ἐδήλωσεν ὅτι ἡ χώρα του δέχεται νὰ ἐξετασθῇ ἐκ νέου τὸ ζήτημα. Ὁ ρόλος τῆς Σοβιετικῆς ἀντιπροσωπείας παραμένει ἀσαφής.	[90, 585, 475, 662]
article-king	[90, 1010, 279, 1301]
market-title: ΤΟ ΧΡΗΜΑΤΙΣΤΗΡΙΟΝ	[132, 1367, 237, 1379]
table-row	[90, 1569, 285, 1581]
table-row	[90, 1545, 285, 1557]
headline: ΚΑΤΑΒΑΛΛΟΝΤΑΙ ΕΝΕΡΓΕΙΑΙ ΠΡΟΣ ΣΥΜΒΙΒΑΣΜΟΝ ΕΠΙ ΤΟΥ ΖΗΤΗΜΑΤΟΣ ΤΗΣ ΠΡΟΣΦΥΓΗΣ	[106, 98, 459, 266]
table-cell: Ἀγροτ.	[183, 1475, 217, 1486]
